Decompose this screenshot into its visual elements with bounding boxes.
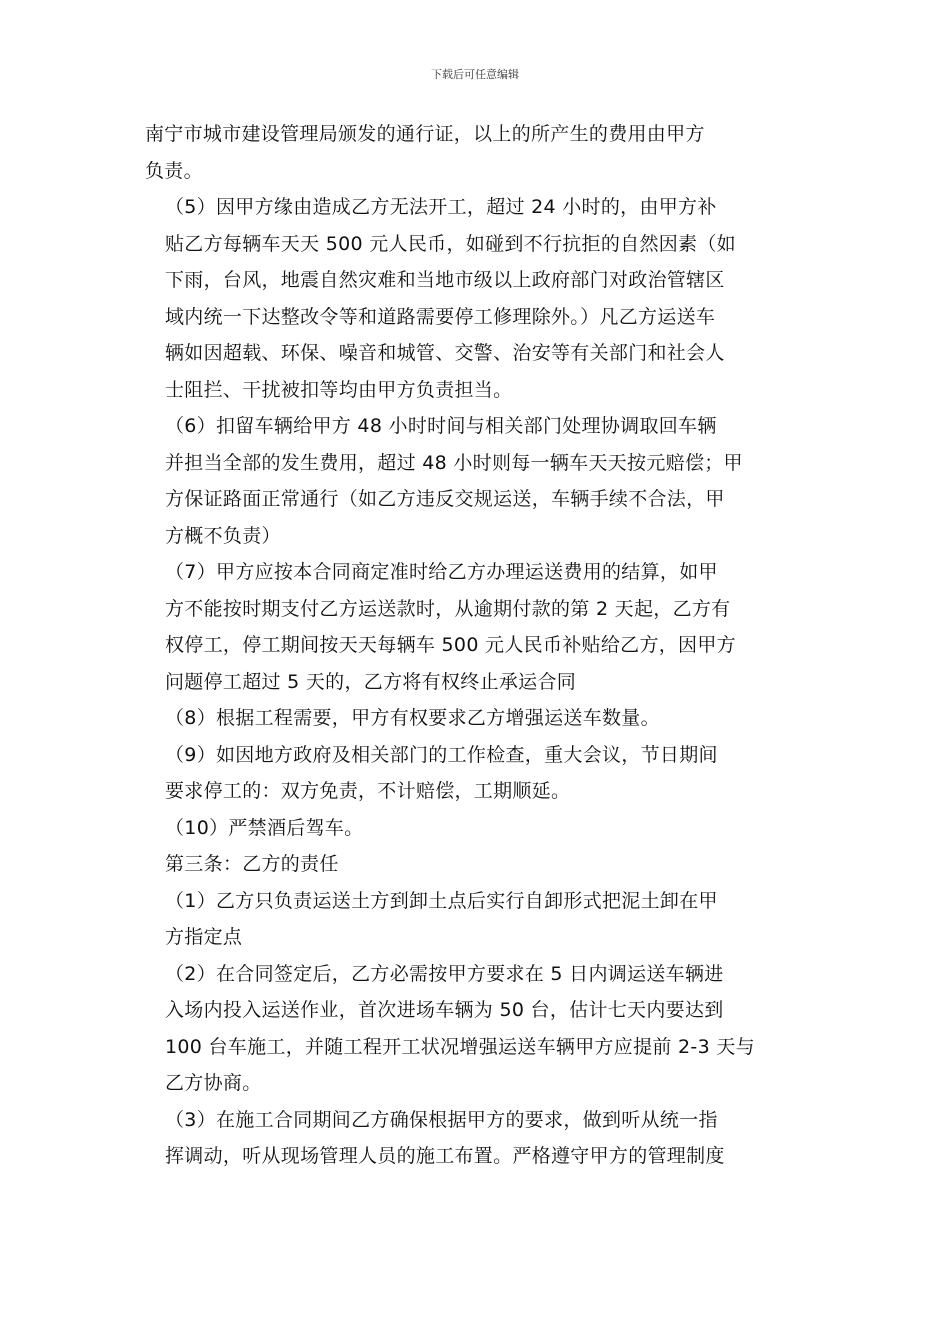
text-line: 方保证路面正常通行（如乙方违反交规运送，车辆手续不合法，甲 [165, 488, 725, 510]
text-line: （9）如因地方政府及相关部门的工作检查，重大会议，节日期间 [165, 743, 718, 766]
text-line: 方不能按时期支付乙方运送款时，从逾期付款的第 2 天起，乙方有 [165, 597, 731, 620]
page-header: 下载后可任意编辑 [431, 68, 519, 81]
paragraph [145, 846, 810, 883]
text-line: 域内统一下达整改令等和道路需要停工修理除外。）凡乙方运送车 [165, 305, 716, 328]
paragraph [145, 189, 810, 408]
paragraph [145, 554, 810, 700]
text-line: （5）因甲方缘由造成乙方无法开工，超过 24 小时的，由甲方补 [165, 196, 717, 218]
text-line: 乙方协商。 [165, 1072, 262, 1094]
text-line: 方指定点 [165, 926, 243, 948]
text-line: （10）严禁酒后驾车。 [165, 816, 364, 839]
paragraph [145, 408, 810, 554]
paragraph [145, 700, 810, 737]
text-line: （3）在施工合同期间乙方确保根据甲方的要求，做到听从统一指 [165, 1108, 718, 1131]
text-line: 并担当全部的发生费用，超过 48 小时则每一辆车天天按元赔偿；甲 [165, 451, 743, 474]
paragraph [145, 116, 810, 189]
text-line: （2）在合同签定后，乙方必需按甲方要求在 5 日内调运送车辆进 [165, 962, 724, 985]
text-line: 100 台车施工，并随工程开工状况增强运送车辆甲方应提前 2-3 天与 [165, 1035, 755, 1058]
text-line: （7）甲方应按本合同商定准时给乙方办理运送费用的结算，如甲 [165, 561, 718, 583]
paragraph [145, 883, 810, 956]
text-line: 挥调动，听从现场管理人员的施工布置。严格遵守甲方的管理制度 [165, 1145, 725, 1167]
text-line: （8）根据工程需要，甲方有权要求乙方增强运送车数量。 [165, 707, 660, 729]
text-line: （1）乙方只负责运送土方到卸土点后实行自卸形式把泥土卸在甲 [165, 889, 718, 912]
paragraph [145, 1102, 810, 1175]
text-line: 问题停工超过 5 天的，乙方将有权终止承运合同 [165, 670, 577, 693]
text-line: 南宁市城市建设管理局颁发的通行证，以上的所产生的费用由甲方 [145, 123, 705, 145]
text-line: 入场内投入运送作业，首次进场车辆为 50 台，估计七天内要达到 [165, 999, 724, 1021]
text-line: 士阻拦、干扰被扣等均由甲方负责担当。 [165, 378, 513, 401]
text-line: 权停工，停工期间按天天每辆车 500 元人民币补贴给乙方，因甲方 [165, 634, 736, 656]
paragraph [145, 810, 810, 847]
paragraph [145, 956, 810, 1102]
text-line: 第三条：乙方的责任 [165, 853, 339, 875]
text-line: 要求停工的：双方免责，不计赔偿，工期顺延。 [165, 780, 571, 802]
text-line: 下雨，台风，地震自然灾难和当地市级以上政府部门对政治管辖区 [165, 269, 725, 291]
text-line: 方概不负责） [165, 524, 281, 547]
paragraph [145, 737, 810, 810]
text-line: 负责。 [145, 159, 203, 182]
text-line: 贴乙方每辆车天天 500 元人民币，如碰到不行抗拒的自然因素（如 [165, 232, 736, 255]
text-line: （6）扣留车辆给甲方 48 小时时间与相关部门处理协调取回车辆 [165, 415, 717, 437]
text-line: 辆如因超载、环保、噪音和城管、交警、治安等有关部门和社会人 [165, 342, 725, 364]
document-body [145, 116, 810, 1175]
